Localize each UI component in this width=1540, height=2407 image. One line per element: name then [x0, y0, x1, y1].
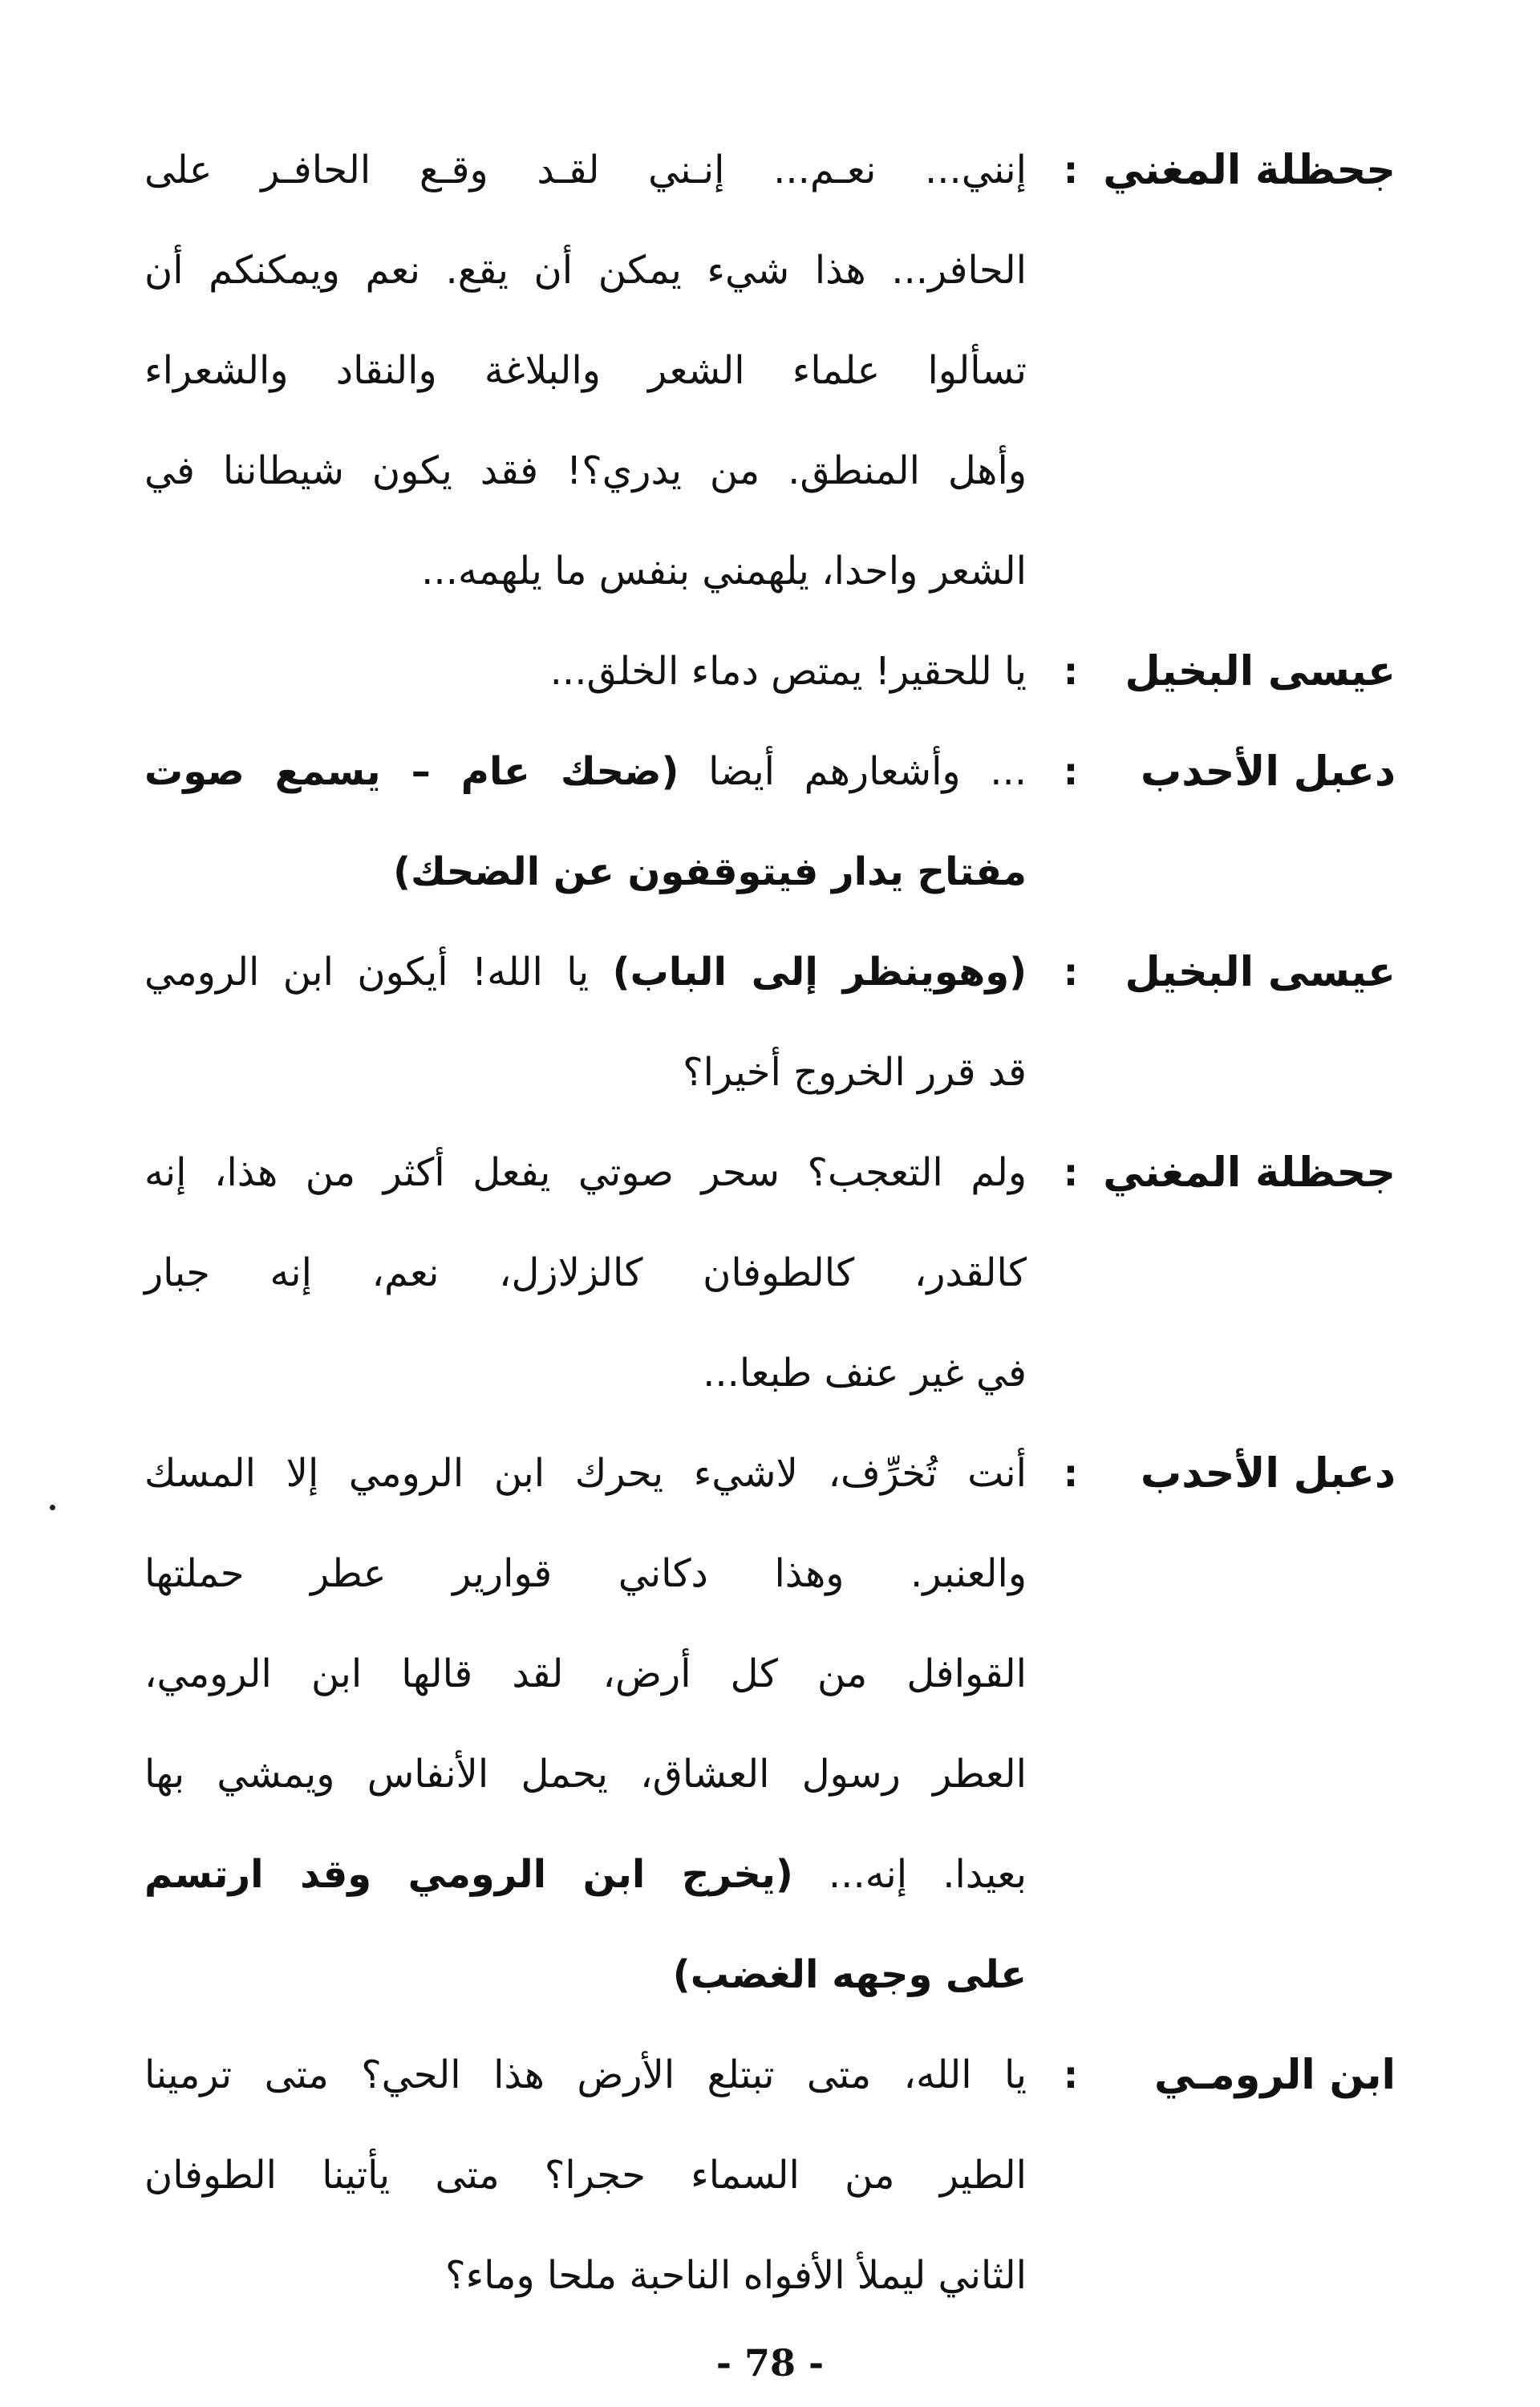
- speech-segment: الطير من السماء حجرا؟ متى يأتينا الطوفان: [144, 2153, 1027, 2198]
- speaker-separator: :: [1063, 1151, 1079, 1194]
- speech-line: [144, 221, 1027, 321]
- speech-segment: الشعر واحدا، يلهمني بنفس ما يلهمه...: [421, 549, 1027, 594]
- stage-direction: (يخرج ابن الرومي وقد ارتسم: [144, 1852, 793, 1897]
- speaker-name: دعبل الأحدب: [1140, 1450, 1396, 1497]
- speech-line: [144, 1123, 1027, 1223]
- speech-line: [144, 1323, 1027, 1424]
- speaker-name: جحظلة المغني: [1103, 1149, 1396, 1197]
- speech-segment: أنت تُخرِّف، لاشيء يحرك ابن الرومي إلا المسك: [144, 1451, 1027, 1496]
- speech-line: [144, 622, 1027, 722]
- stage-direction: (ضحك عام – يسمع صوت: [144, 749, 679, 794]
- speech-segment: بعيدا. إنه...: [792, 1852, 1027, 1897]
- dialogue-entry: [0, 120, 1540, 622]
- speech-line: [144, 1825, 1027, 1925]
- dialogue-entry: [0, 622, 1540, 722]
- speech-segment: تسألوا علماء الشعر والبلاغة والنقاد والشعراء: [144, 348, 1027, 393]
- speech-text: [144, 1424, 1027, 2025]
- speaker-name: دعبل الأحدب: [1140, 748, 1396, 796]
- dialogue-entry: [0, 2025, 1540, 2326]
- dialogue-entry: [0, 1123, 1540, 1424]
- speech-segment: يا الله! أيكون ابن الرومي: [144, 950, 613, 995]
- speech-line: [144, 421, 1027, 521]
- speech-segment: في غير عنف طبعا...: [703, 1351, 1027, 1396]
- speech-line: [144, 722, 1027, 822]
- dialogue-entry: [0, 922, 1540, 1123]
- stage-direction: مفتاح يدار فيتوقفون عن الضحك): [393, 849, 1027, 894]
- speech-segment: وأهل المنطق. من يدري؟! فقد يكون شيطاننا في: [144, 448, 1027, 493]
- speech-line: [144, 1424, 1027, 1524]
- speech-segment: والعنبر. وهذا دكاني قوارير عطر حملتها: [144, 1551, 1027, 1596]
- speech-segment: ولم التعجب؟ سحر صوتي يفعل أكثر من هذا، إنه: [144, 1150, 1027, 1195]
- speech-line: [144, 2025, 1027, 2125]
- speaker-separator: :: [1063, 950, 1079, 994]
- speech-line: [144, 922, 1027, 1023]
- dialogue-entry: [0, 1424, 1540, 2025]
- speech-line: [144, 1925, 1027, 2025]
- speaker-name: ابن الرومـي: [1154, 2052, 1396, 2099]
- speech-segment: ... وأشعارهم أيضا: [679, 749, 1027, 794]
- speech-segment: الثاني ليملأ الأفواه الناحبة ملحا وماء؟: [445, 2253, 1027, 2298]
- stage-direction: على وجهه الغضب): [672, 1952, 1027, 1997]
- speech-text: [144, 1123, 1027, 1424]
- speech-line: [144, 1023, 1027, 1123]
- speech-segment: الحافر... هذا شيء يمكن أن يقع. نعم ويمكنكم أن: [144, 248, 1027, 293]
- speech-line: [144, 822, 1027, 922]
- speech-segment: القوافل من كل أرض، لقد قالها ابن الرومي،: [144, 1651, 1027, 1696]
- speaker-name: عيسى البخيل: [1125, 949, 1396, 996]
- speech-line: [144, 120, 1027, 221]
- speaker-separator: :: [1063, 750, 1079, 793]
- speech-text: [144, 922, 1027, 1123]
- speech-line: [144, 2125, 1027, 2226]
- speaker-name: جحظلة المغني: [1103, 147, 1396, 194]
- speaker-name: عيسى البخيل: [1125, 648, 1396, 695]
- speech-line: [144, 2226, 1027, 2326]
- speech-segment: كالقدر، كالطوفان كالزلازل، نعم، إنه جبار: [144, 1250, 1027, 1295]
- speaker-separator: :: [1063, 2053, 1079, 2097]
- speech-line: [144, 1524, 1027, 1624]
- speaker-separator: :: [1063, 650, 1079, 693]
- speech-text: [144, 2025, 1027, 2326]
- speech-line: [144, 1624, 1027, 1724]
- stray-ink-dot: [50, 1505, 55, 1510]
- speech-text: [144, 622, 1027, 722]
- speech-segment: يا الله، متى تبتلع الأرض هذا الحي؟ متى ترمينا: [144, 2052, 1027, 2097]
- dialogue-entry: [0, 722, 1540, 922]
- speech-text: [144, 120, 1027, 622]
- page-number: - 78 -: [715, 2341, 825, 2385]
- speech-segment: يا للحقير! يمتص دماء الخلق...: [549, 649, 1027, 694]
- speaker-separator: :: [1063, 1452, 1079, 1495]
- speech-line: [144, 521, 1027, 622]
- speech-line: [144, 1724, 1027, 1825]
- speaker-separator: :: [1063, 148, 1079, 192]
- speech-line: [144, 321, 1027, 421]
- speech-segment: إنني... نعـم... إنـني لقـد وقـع الحافـر على: [144, 148, 1027, 192]
- speech-line: [144, 1223, 1027, 1323]
- speech-text: [144, 722, 1027, 922]
- stage-direction: (وهوينظر إلى الباب): [612, 950, 1027, 995]
- speech-segment: العطر رسول العشاق، يحمل الأنفاس ويمشي بها: [144, 1752, 1027, 1797]
- speech-segment: قد قرر الخروج أخيرا؟: [683, 1050, 1027, 1095]
